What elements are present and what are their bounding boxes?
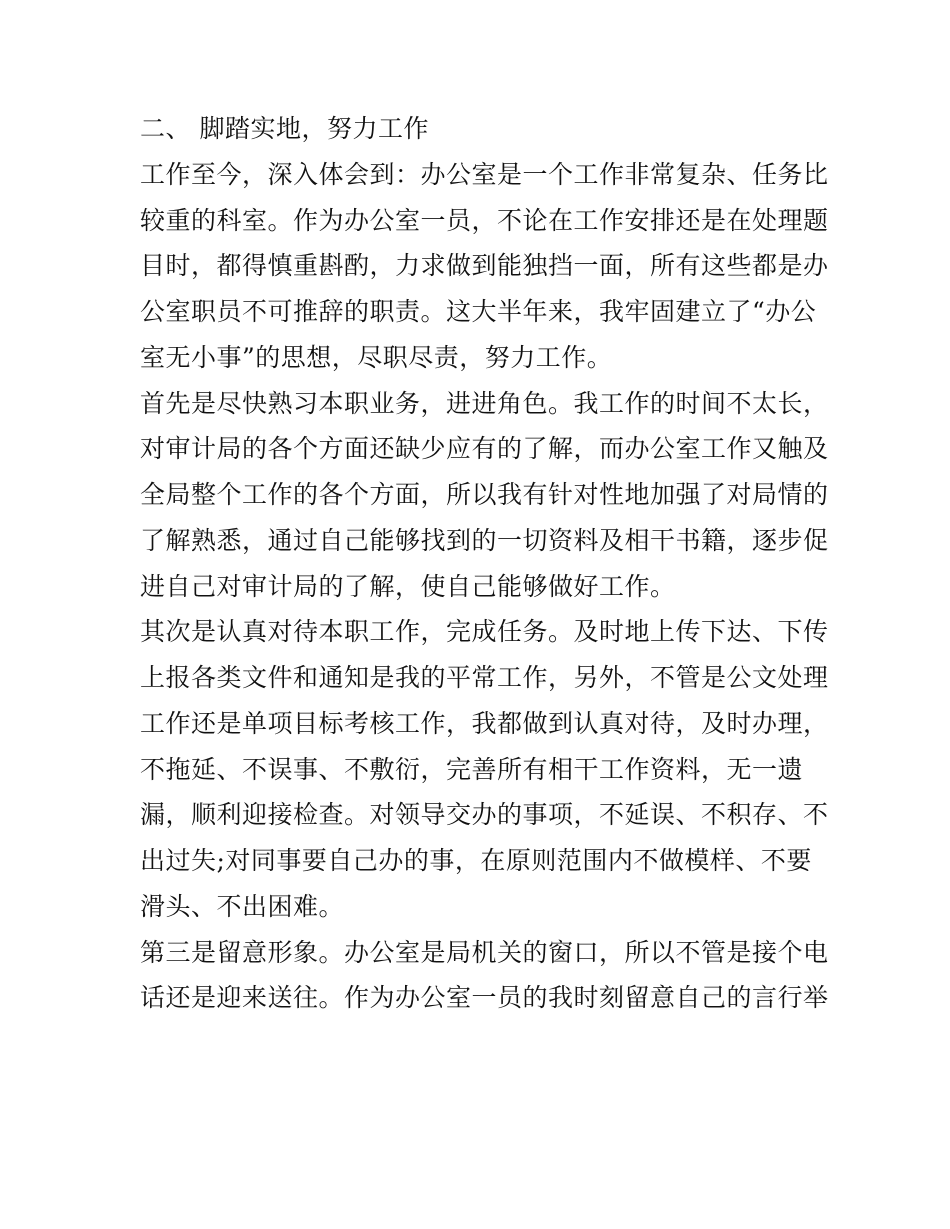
text-line: 其次是认真对待本职工作，完成任务。及时地上传下达、下传	[140, 617, 829, 647]
text-line: 工作还是单项目标考核工作，我都做到认真对待，及时办理，	[140, 708, 829, 738]
text-line: 漏，顺利迎接检查。对领导交办的事项，不延误、不积存、不	[140, 800, 829, 830]
text-line: 出过失;对同事要自己办的事，在原则范围内不做模样、不要	[140, 846, 812, 875]
text-line: 不拖延、不误事、不敷衍，完善所有相干工作资料，无一遗	[140, 754, 804, 784]
text-line: 滑头、不出困难。	[140, 891, 345, 921]
text-line: 对审计局的各个方面还缺少应有的了解，而办公室工作又触及	[140, 434, 829, 464]
text-line: 第三是留意形象。办公室是局机关的窗口，所以不管是接个电	[140, 937, 829, 967]
text-line: 目时，都得慎重斟酌，力求做到能独挡一面，所有这些都是办	[140, 251, 829, 281]
text-line: 工作至今，深入体会到：办公室是一个工作非常复杂、任务比	[140, 159, 829, 189]
text-line: 较重的科室。作为办公室一员，不论在工作安排还是在处理题	[140, 205, 829, 235]
text-line: 首先是尽快熟习本职业务，进进角色。我工作的时间不太长，	[140, 388, 829, 418]
section-heading: 二、 脚踏实地，努力工作	[140, 114, 429, 143]
text-line: 公室职员不可推辞的职责。这大半年来，我牢固建立了“办公	[140, 297, 817, 326]
text-line: 话还是迎来送往。作为办公室一员的我时刻留意自己的言行举	[140, 983, 829, 1013]
document-body	[140, 106, 830, 1021]
text-line: 进自己对审计局的了解，使自己能够做好工作。	[140, 571, 676, 601]
text-line: 室无小事”的思想，尽职尽责，努力工作。	[140, 342, 613, 372]
text-line: 了解熟悉，通过自己能够找到的一切资料及相干书籍，逐步促	[140, 525, 829, 555]
text-line: 全局整个工作的各个方面，所以我有针对性地加强了对局情的	[140, 480, 829, 509]
text-line: 上报各类文件和通知是我的平常工作，另外，不管是公文处理	[140, 663, 829, 692]
